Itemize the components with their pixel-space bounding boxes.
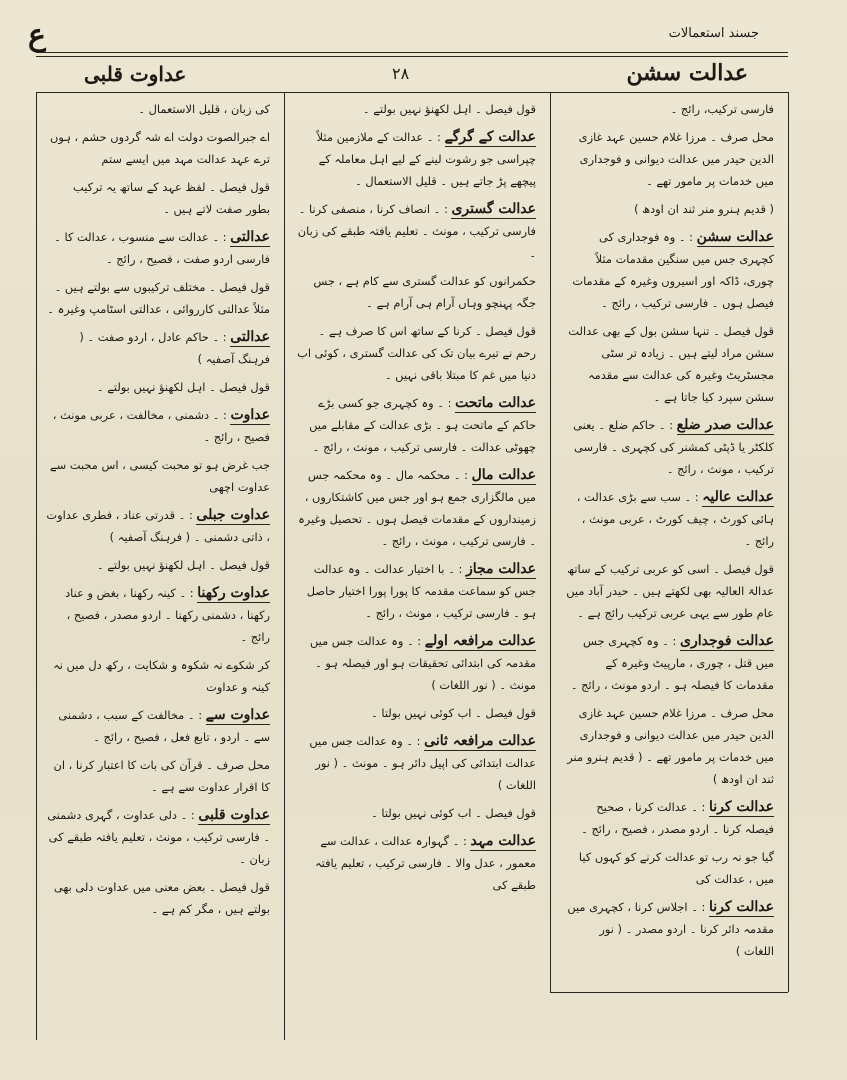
dictionary-entry xyxy=(566,558,774,624)
entry-text: محل صرف ۔ مرزا غلام حسین عہد غازی الدین حیدر میں عدالت دیوانی و فوجداری میں خدمات پر مامور تھے ۔ ( قدیم ہنرو منر ثند ان اودھ ) xyxy=(567,706,774,786)
right-column-bottom-rule xyxy=(550,992,788,993)
dictionary-entry xyxy=(296,730,536,796)
dictionary-entry xyxy=(296,630,536,696)
entry-text: : ۔ وہ کچہری جو کسی بڑے حاکم کے ماتحت ہو ۔ بڑی عدالت کے مقابلے میں چھوٹی عدالت ۔ فارسی ترکیب ، مونث ، رائج ۔ xyxy=(309,396,536,454)
dictionary-entry xyxy=(566,126,774,192)
entry-text: کر شکوے نہ شکوہ و شکایت ، رکھ دل میں نہ کینہ و عداوت xyxy=(53,658,270,694)
header-rule-top xyxy=(36,52,788,53)
dictionary-entry xyxy=(46,704,270,748)
dictionary-entry xyxy=(46,376,270,398)
entry-text: : ۔ اجلاس کرنا ، کچہری میں مقدمہ دائر کرنا ۔ اردو مصدر ۔ ( نور اللغات ) xyxy=(567,900,774,958)
dictionary-entry xyxy=(566,226,774,314)
entry-text: قول فیصل ۔ بعض معنی میں عداوت دلی بھی بولتے ہیں ، مگر کم ہے ۔ xyxy=(53,880,270,916)
dictionary-entry xyxy=(46,754,270,798)
entry-text: فارسی ترکیب، رائج ۔ xyxy=(670,102,774,116)
dictionary-entry xyxy=(296,392,536,458)
dictionary-entry xyxy=(566,846,774,890)
entry-text: : ۔ وہ فوجداری کی کچہری جس میں سنگین مقدمات مثلاً چوری، ڈاکہ اور اسیروں وغیرہ کے مقدمات فیصل ہوں ۔ فارسی ترکیب ، رائج ۔ xyxy=(572,230,774,310)
column-left xyxy=(40,98,276,1048)
dictionary-entry xyxy=(46,504,270,548)
entry-text: محل صرف ۔ قرآن کی بات کا اعتبار کرنا ، ان کا اقرار عداوت سے ہے ۔ xyxy=(53,758,270,794)
entry-text: حکمرانوں کو عدالت گستری سے کام ہے ، جس جگہ پہنچو وہاں آرام ہی آرام ہے ۔ xyxy=(313,274,536,310)
dictionary-entry xyxy=(566,896,774,962)
dictionary-entry xyxy=(46,582,270,648)
entry-text: قول فیصل ۔ اہل لکھنؤ نہیں بولتے ۔ xyxy=(96,380,270,394)
header-rule-top-double xyxy=(36,56,788,57)
entry-headword: عدالت سشن xyxy=(696,229,774,245)
entry-headword: عدالت فوجداری xyxy=(679,633,774,649)
entry-text: : ۔ با اختیار عدالت ۔ وہ عدالت جس کو سماعت مقدمہ کا پورا پورا اختیار حاصل ہو ۔ فارسی ترکیب ، مونث ، رائج ۔ xyxy=(306,562,536,620)
column-right xyxy=(560,98,780,988)
entry-text: : ۔ حاکم ضلع ۔ یعنی کلکٹر یا ڈپٹی کمشنر کی کچہری ۔ فارسی ترکیب ، مونث ، رائج ۔ xyxy=(573,418,774,476)
entry-headword: عداوت سے xyxy=(205,707,270,723)
entry-headword: عدالت مرافعہ اولے xyxy=(424,633,536,649)
entry-text: گیا جو نہ رب تو عدالت کرنے کو کہوں کیا میں ، عدالت کی xyxy=(578,850,774,886)
entry-headword: عدالت مہد xyxy=(470,833,536,849)
entry-text: : ۔ کینہ رکھنا ، بغض و عناد رکھنا ، دشمنی رکھنا ۔ اردو مصدر ، فصیح ، رائج ۔ xyxy=(65,586,270,644)
dictionary-entry xyxy=(46,98,270,120)
dictionary-entry xyxy=(296,98,536,120)
dictionary-entry xyxy=(566,702,774,790)
corner-mark: ع xyxy=(28,18,46,53)
entry-text: : ۔ عدالت کرنا ، صحیح فیصلہ کرنا ۔ اردو مصدر ، فصیح ، رائج ۔ xyxy=(581,800,774,836)
entry-headword: عداوت xyxy=(230,407,270,423)
entry-text: : ۔ عدالت کے ملازمین مثلاً چپراسی جو رشوت لینے کے لیے اہل معاملہ کے پیچھے پڑ جاتے ہیں ۔ قلیل الاستعمال ۔ xyxy=(316,130,536,188)
entry-text: : ۔ سب سے بڑی عدالت ، ہائی کورٹ ، چیف کورٹ ، عربی مونث ، رائج ۔ xyxy=(576,490,774,548)
dictionary-entry xyxy=(296,126,536,192)
entry-headword: عدالت صدر ضلع xyxy=(676,417,774,433)
entry-text: : ۔ انصاف کرنا ، منصفی کرنا ۔ فارسی ترکیب ، مونث ۔ تعلیم یافتہ طبقے کی زبان ۔ xyxy=(297,202,536,260)
dictionary-entry xyxy=(46,804,270,870)
dictionary-entry xyxy=(296,464,536,552)
entry-text: قول فیصل ۔ اہل لکھنؤ نہیں بولتے ۔ xyxy=(96,558,270,572)
entry-headword: عداوت قلبی xyxy=(198,807,270,823)
dictionary-entry xyxy=(296,320,536,386)
entry-text: : ۔ قدرتی عناد ، فطری عداوت ، ذاتی دشمنی ۔ ( فرہنگ آصفیہ ) xyxy=(46,508,270,544)
top-note: جسند استعمالات xyxy=(668,26,759,41)
entry-text: قول فیصل ۔ اب کوئی نہیں بولتا ۔ xyxy=(371,706,536,720)
dictionary-entry xyxy=(46,454,270,498)
entry-headword: عدالت کرنا xyxy=(708,899,774,915)
entry-text: : ۔ گہوارہ عدالت ، عدالت سے معمور ، عدل والا ۔ فارسی ترکیب ، تعلیم یافتہ طبقے کی xyxy=(315,834,536,892)
dictionary-entry xyxy=(296,558,536,624)
entry-headword: عدالت کے گرگے xyxy=(444,129,536,145)
dictionary-entry xyxy=(46,876,270,920)
dictionary-entry xyxy=(46,126,270,170)
dictionary-entry xyxy=(566,98,774,120)
dictionary-entry xyxy=(296,270,536,314)
entry-text: قول فیصل ۔ تنہا سشن بول کے بھی عدالت سشن مراد لیتے ہیں ۔ زیادہ تر سٹی مجسٹریٹ وغیرہ کی عدالت سے مقدمہ سشن سپرد کیا جاتا ہے ۔ xyxy=(568,324,774,404)
column-rule-outer-right xyxy=(788,92,789,992)
dictionary-entry xyxy=(296,802,536,824)
entry-text: : ۔ دشمنی ، مخالفت ، عربی مونث ، فصیح ، رائج ۔ xyxy=(52,408,270,444)
entry-text: قول فیصل ۔ اسی کو عربی ترکیب کے ساتھ عدالۃ العالیہ بھی لکھتے ہیں ۔ حیدر آباد میں عام طور سے یہی عربی ترکیب رائج ہے ۔ xyxy=(566,562,774,620)
entry-headword: عدالت گستری xyxy=(451,201,536,217)
entry-text: ( قدیم ہنرو منر ثند ان اودھ ) xyxy=(634,202,774,216)
dictionary-entry xyxy=(46,326,270,370)
entry-text: : ۔ وہ کچہری جس میں قتل ، چوری ، مارپیٹ وغیرہ کے مقدمات کا فیصلہ ہو ۔ اردو مونث ، رائج ۔ xyxy=(570,634,774,692)
dictionary-entry xyxy=(566,320,774,408)
column-rule-outer-left xyxy=(36,92,37,1040)
entry-text: : ۔ محکمہ مال ۔ وہ محکمہ جس میں مالگزاری جمع ہو اور جس میں کاشتکاروں ، زمینداروں کے مقدمات فیصل ہوں ۔ تحصیل وغیرہ ۔ فارسی ترکیب ، مونث ، رائج ۔ xyxy=(298,468,536,548)
entry-text: : ۔ دلی عداوت ، گہری دشمنی ۔ فارسی ترکیب ، مونث ، تعلیم یافتہ طبقے کی زبان ۔ xyxy=(47,808,270,866)
entry-text: قول فیصل ۔ مختلف ترکیبوں سے بولتے ہیں ۔ مثلاً عدالتی کارروائی ، عدالتی اسٹامپ وغیرہ ۔ xyxy=(47,280,270,316)
dictionary-entry xyxy=(296,830,536,896)
entry-text: قول فیصل ۔ کرنا کے ساتھ اس کا صرف ہے ۔ رحم نے تیرے بیان تک کی عدالت گستری ، کوئی اب دنیا میں غم کا مبتلا باقی نہیں ۔ xyxy=(297,324,536,382)
header-left-title: عداوت قلبی xyxy=(84,62,187,86)
dictionary-entry xyxy=(566,630,774,696)
column-rule-left xyxy=(284,92,285,1040)
page-number: ۲۸ xyxy=(392,64,410,83)
entry-headword: عدالتی xyxy=(230,329,270,345)
entry-headword: عدالت کرنا xyxy=(708,799,774,815)
dictionary-entry xyxy=(46,404,270,448)
dictionary-entry xyxy=(46,654,270,698)
header-right-title: عدالت سشن xyxy=(626,60,748,86)
entry-text: : ۔ حاکم عادل ، اردو صفت ۔ ( فرہنگ آصفیہ ) xyxy=(79,330,270,366)
entry-text: قول فیصل ۔ اب کوئی نہیں بولتا ۔ xyxy=(371,806,536,820)
entry-headword: عدالت مال xyxy=(471,467,536,483)
entry-text: : ۔ وہ عدالت جس میں عدالت ابتدائی کی اپیل دائر ہو ۔ مونث ۔ ( نور اللغات ) xyxy=(309,734,536,792)
dictionary-entry xyxy=(566,796,774,840)
dictionary-entry xyxy=(46,276,270,320)
entry-text: : ۔ عدالت سے منسوب ، عدالت کا ۔ فارسی اردو صفت ، فصیح ، رائج ۔ xyxy=(54,230,270,266)
entry-text: کی زبان ، قلیل الاستعمال ۔ xyxy=(138,102,270,116)
dictionary-entry xyxy=(566,198,774,220)
running-header xyxy=(36,58,788,92)
entry-headword: عدالتی xyxy=(230,229,270,245)
dictionary-entry xyxy=(46,226,270,270)
entry-text: محل صرف ۔ مرزا غلام حسین عہد غازی الدین حیدر میں عدالت دیوانی و فوجداری میں خدمات پر مامور تھے ۔ xyxy=(578,130,774,188)
entry-headword: عداوت رکھنا xyxy=(197,585,270,601)
entry-headword: عدالت مرافعہ ثانی xyxy=(424,733,536,749)
entry-text: : ۔ مخالفت کے سبب ، دشمنی سے ۔ اردو ، تابع فعل ، فصیح ، رائج ۔ xyxy=(58,708,270,744)
dictionary-entry xyxy=(566,414,774,480)
entry-headword: عدالت مجاز xyxy=(465,561,536,577)
entry-text: قول فیصل ۔ اہل لکھنؤ نہیں بولتے ۔ xyxy=(362,102,536,116)
header-rule-bottom xyxy=(36,92,788,93)
entry-headword: عدالت ماتحت xyxy=(455,395,536,411)
entry-text: قول فیصل ۔ لفظ عہد کے ساتھ یہ ترکیب بطور صفت لاتے ہیں ۔ xyxy=(73,180,270,216)
entry-headword: عداوت جبلی xyxy=(196,507,270,523)
entry-text: جب غرض ہو تو محبت کیسی ، اس محبت سے عداوت اچھی xyxy=(49,458,270,494)
dictionary-entry xyxy=(296,702,536,724)
dictionary-entry xyxy=(566,486,774,552)
entry-text: : ۔ وہ عدالت جس میں مقدمہ کی ابتدائی تحقیقات ہو اور فیصلہ ہو ۔ مونث ۔ ( نور اللغات ) xyxy=(309,634,536,692)
column-middle xyxy=(290,98,542,1048)
column-rule-right xyxy=(550,92,551,992)
dictionary-entry xyxy=(46,554,270,576)
dictionary-entry xyxy=(46,176,270,220)
entry-headword: عدالت عالیہ xyxy=(702,489,774,505)
entry-text: اے جبرالصوت دولت اے شہ گردوں حشم ، ہوں ترے عہد عدالت مہد میں ایسے ستم xyxy=(49,130,270,166)
dictionary-entry xyxy=(296,198,536,264)
